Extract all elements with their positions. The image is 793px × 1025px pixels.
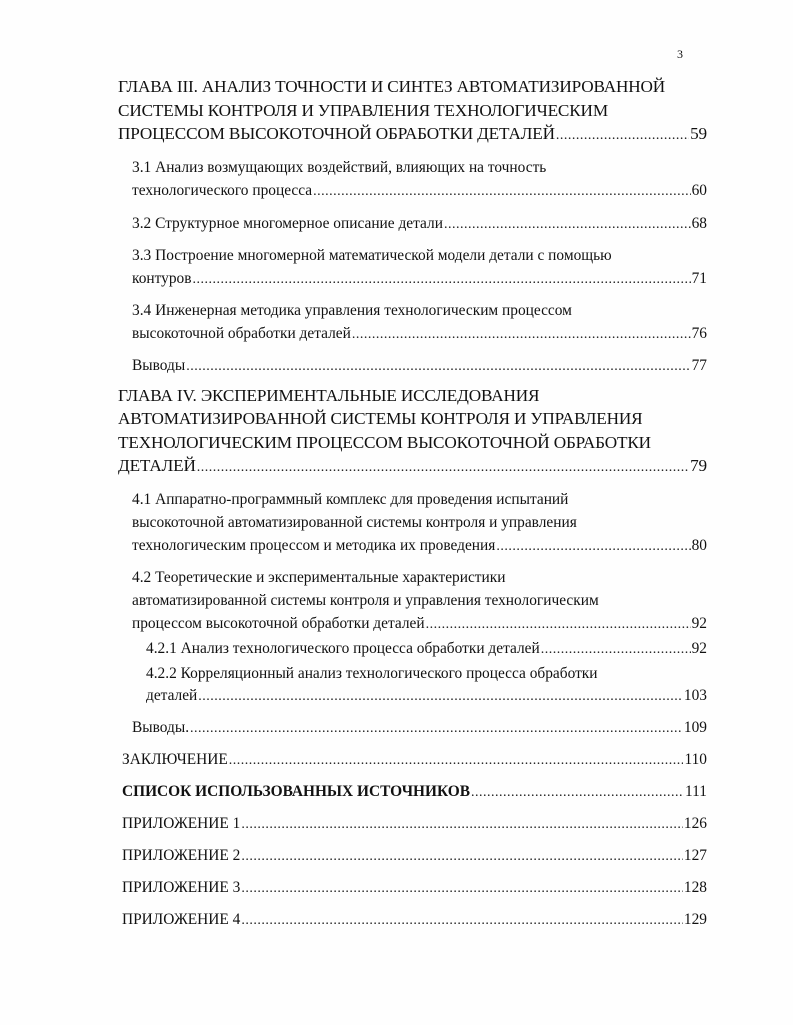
toc-entry-title: ДЕТАЛЕЙ (118, 456, 196, 475)
toc-entry-3-2 (118, 212, 707, 236)
toc-entry-appendix-4 (118, 908, 707, 932)
toc-entry-4-2-2 (118, 663, 707, 708)
toc-entry-4-conclusions (118, 716, 707, 740)
toc-entry-title: деталей (146, 686, 198, 704)
toc-entry-title-line: 4.2.2 Корреляционный анализ технологического процесса обработки (146, 664, 598, 682)
toc-entry-last-line (132, 267, 707, 291)
toc-entry-chapter-3 (118, 75, 707, 148)
toc-entry-title-line: ГЛАВА III. АНАЛИЗ ТОЧНОСТИ И СИНТЕЗ АВТОМАТИЗИРОВАННОЙ (118, 77, 665, 96)
dot-leader (241, 845, 683, 868)
toc-entry-title: ПРИЛОЖЕНИЕ 2 (122, 846, 241, 864)
toc-entry-last-line (122, 812, 707, 836)
toc-page-number: 126 (683, 814, 707, 832)
toc-entry-last-line (118, 122, 707, 148)
toc-entry-title: 3.2 Структурное многомерное описание детали (132, 214, 443, 232)
toc-entry-3-1 (118, 156, 707, 203)
toc-entry-last-line (118, 454, 707, 480)
toc-entry-last-line (132, 322, 707, 346)
dot-leader (197, 456, 689, 480)
dot-leader (229, 749, 684, 772)
toc-entry-appendix-2 (118, 844, 707, 868)
toc-page-number: 128 (683, 878, 707, 896)
toc-entry-title-line: 3.4 Инженерная методика управления технологическим процессом (132, 301, 572, 319)
toc-entry-conclusion (118, 748, 707, 772)
toc-entry-title-line: ТЕХНОЛОГИЧЕСКИМ ПРОЦЕССОМ ВЫСОКОТОЧНОЙ ОБРАБОТКИ (118, 432, 651, 452)
toc-entry-title: 4.2.1 Анализ технологического процесса обработки деталей (146, 639, 540, 657)
toc-entry-title-line: 4.2 Теоретические и экспериментальные характеристики (132, 568, 506, 586)
dot-leader (190, 717, 683, 740)
toc-page-number: 59 (690, 124, 707, 143)
toc-page-number: 77 (691, 356, 707, 374)
toc-entry-title: Выводы. (132, 718, 190, 736)
toc-page-number: 76 (691, 324, 707, 342)
toc-entry-references (118, 780, 707, 804)
toc-page-number: 71 (691, 269, 707, 287)
table-of-contents (118, 75, 707, 932)
toc-entry-title: Выводы (132, 356, 186, 374)
toc-entry-3-4 (118, 299, 707, 346)
toc-page-number: 127 (683, 846, 707, 864)
toc-entry-title-line: АВТОМАТИЗИРОВАННОЙ СИСТЕМЫ КОНТРОЛЯ И УПРАВЛЕНИЯ (118, 409, 643, 428)
toc-entry-last-line (132, 534, 707, 558)
toc-entry-title: СПИСОК ИСПОЛЬЗОВАННЫХ ИСТОЧНИКОВ (122, 782, 470, 800)
toc-entry-title: контуров (132, 269, 192, 287)
toc-entry-last-line (122, 908, 707, 932)
toc-entry-title-line: высокоточной автоматизированной системы контроля и управления (132, 513, 577, 531)
toc-entry-title-line: 3.1 Анализ возмущающих воздействий, влияющих на точность (132, 158, 547, 176)
toc-entry-appendix-1 (118, 812, 707, 836)
dot-leader (471, 781, 684, 804)
dot-leader (241, 877, 683, 900)
toc-entry-title: ЗАКЛЮЧЕНИЕ (122, 750, 228, 768)
toc-entry-title: ПРИЛОЖЕНИЕ 4 (122, 910, 241, 928)
toc-entry-chapter-4 (118, 384, 707, 480)
toc-entry-4-2-1 (118, 638, 707, 661)
toc-page-number: 92 (691, 614, 707, 632)
toc-entry-last-line (122, 844, 707, 868)
toc-entry-4-2 (118, 566, 707, 636)
toc-entry-title-line: СИСТЕМЫ КОНТРОЛЯ И УПРАВЛЕНИЯ ТЕХНОЛОГИЧЕСКИМ (118, 100, 608, 120)
toc-entry-title-line: 4.1 Аппаратно-программный комплекс для проведения испытаний (132, 490, 569, 508)
toc-entry-appendix-3 (118, 876, 707, 900)
toc-entry-last-line (132, 612, 707, 636)
toc-entry-title-line: 3.3 Построение многомерной математической модели детали с помощью (132, 246, 612, 264)
toc-entry-title: процессом высокоточной обработки деталей (132, 614, 425, 632)
toc-entry-title: ПРИЛОЖЕНИЕ 1 (122, 814, 241, 832)
dot-leader (352, 323, 691, 346)
toc-page-number: 110 (684, 750, 707, 768)
dot-leader (186, 355, 690, 378)
toc-page-number: 103 (683, 686, 707, 704)
dot-leader (556, 124, 689, 148)
toc-page-number: 109 (683, 718, 707, 736)
toc-page-number: 68 (691, 214, 707, 232)
toc-entry-last-line (132, 716, 707, 740)
page-number: 3 (677, 47, 683, 61)
toc-entry-last-line (122, 876, 707, 900)
toc-entry-last-line (132, 212, 707, 236)
dot-leader (444, 213, 691, 236)
dot-leader (241, 909, 683, 932)
toc-page-number: 129 (683, 910, 707, 928)
toc-entry-last-line (146, 685, 707, 708)
toc-page-number: 79 (690, 456, 707, 475)
toc-entry-title-line: автоматизированной системы контроля и управления технологическим (132, 591, 599, 609)
dot-leader (496, 535, 690, 558)
dot-leader (313, 180, 690, 203)
toc-entry-last-line (122, 748, 707, 772)
toc-entry-last-line (146, 638, 707, 661)
toc-entry-title: ПРИЛОЖЕНИЕ 3 (122, 878, 241, 896)
dot-leader (426, 613, 691, 636)
toc-entry-3-3 (118, 244, 707, 291)
toc-entry-title: высокоточной обработки деталей (132, 324, 351, 342)
toc-entry-4-1 (118, 488, 707, 558)
toc-entry-title: ПРОЦЕССОМ ВЫСОКОТОЧНОЙ ОБРАБОТКИ ДЕТАЛЕЙ (118, 124, 555, 143)
toc-page-number: 111 (685, 782, 707, 800)
toc-page-number: 60 (691, 181, 707, 199)
toc-entry-title-line: ГЛАВА IV. ЭКСПЕРИМЕНТАЛЬНЫЕ ИССЛЕДОВАНИЯ (118, 385, 540, 405)
toc-page-number: 80 (691, 536, 707, 554)
dot-leader (241, 813, 683, 836)
toc-entry-last-line (132, 179, 707, 203)
toc-entry-title: технологического процесса (132, 181, 313, 199)
toc-entry-last-line (122, 780, 707, 804)
dot-leader (198, 686, 683, 708)
toc-page-number: 92 (691, 639, 707, 657)
toc-entry-title: технологическим процессом и методика их проведения (132, 536, 496, 554)
dot-leader (541, 639, 691, 661)
dot-leader (193, 268, 691, 291)
toc-entry-last-line (132, 354, 707, 378)
toc-entry-3-conclusions (118, 354, 707, 378)
